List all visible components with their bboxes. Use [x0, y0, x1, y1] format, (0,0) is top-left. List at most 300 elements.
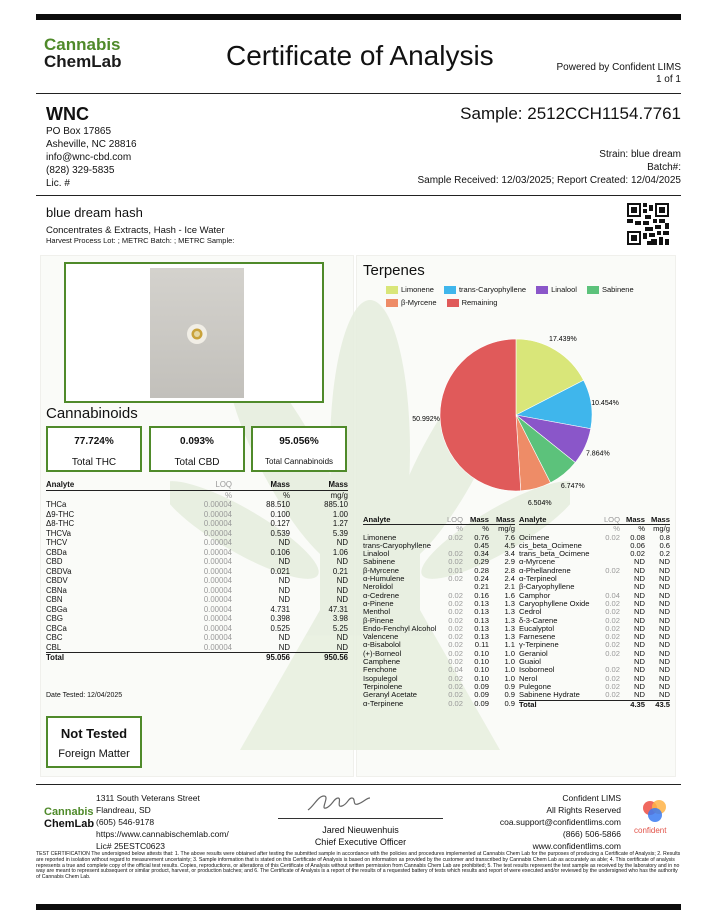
date-tested: Date Tested: 12/04/2025 — [46, 692, 123, 699]
mass-pct-cell: ND — [634, 648, 645, 658]
mass-pct-cell: ND — [634, 557, 645, 567]
legend-swatch — [444, 286, 456, 294]
confident-email[interactable]: coa.support@confidentlims.com — [499, 817, 621, 827]
mass-mg-cell: 0.6 — [659, 540, 670, 550]
loq-cell: 0.02 — [448, 657, 463, 667]
table-header-row — [363, 516, 515, 525]
mass-mg-cell: ND — [659, 607, 670, 617]
mass-pct-cell: 0.127 — [270, 519, 290, 528]
loq-cell: 0.00004 — [203, 500, 232, 509]
loq-cell: 0.02 — [448, 549, 463, 559]
loq-cell: 0.00004 — [203, 595, 232, 604]
pie-label: 50.992% — [412, 415, 440, 423]
mass-mg-cell: 4.5 — [504, 540, 515, 550]
mass-pct-cell: 0.06 — [630, 540, 645, 550]
test-certification: TEST CERTIFICATION The undersigned below attests that: 1. The above results were obtained after testing the submitted sample in accordance with the policies and procedures implemented at Cannabis Chem Lab for the purposes of producing a Certificate of Analysis; 2. Results are reported in isolation without regard to measurement uncertainty; 3. Sample information that is stated on this Certificate of Analysis is based on information as provided by the customer and transcribed by Cannabis Chem Lab as accurately as able; 4. This certificate of analysis represents a true and complete copy of the official test results. Copies, reproductions, or alterations of this Certificate of Analysis without written permission from Cannabis Chem Lab are prohibited; 5. The test results represent the test sample as received by the laboratory and in no way are meant to represent subsequent or similar product, harvest, or production batches; and 6. The Certificate of Analysis is a report of the results of a requested battery of tests which results and report of were executed and/or reviewed by the undersigned who has the authority of Cannabis Chem Lab. — [36, 851, 681, 881]
loq-cell: 0.00004 — [203, 623, 232, 633]
product-lot: Harvest Process Lot: ; METRC Batch: ; METRC Sample: — [46, 236, 235, 245]
legend-item — [536, 285, 577, 294]
table-row — [46, 567, 348, 577]
mass-mg-cell: ND — [336, 642, 348, 652]
analyte-cell: δ-3-Carene — [519, 615, 558, 625]
signature-line — [278, 818, 443, 819]
summary-value: 0.093% — [180, 436, 214, 447]
analyte-cell: Pulegone — [519, 681, 552, 691]
signature-icon — [300, 790, 380, 818]
mass-pct-cell: 0.13 — [474, 598, 489, 608]
mass-pct-cell: ND — [634, 590, 645, 600]
analyte-cell: α-Phellandrene — [519, 565, 571, 575]
analyte-cell: Fenchone — [363, 665, 397, 675]
mass-mg-cell: 1.3 — [504, 623, 515, 633]
legend-swatch — [386, 286, 398, 294]
mass-pct-cell: % — [638, 524, 645, 534]
analyte-cell: α-Terpineol — [519, 574, 557, 584]
mass-pct-cell: 0.539 — [270, 528, 290, 538]
analyte-cell: Valencene — [363, 632, 399, 642]
loq-cell — [597, 542, 620, 550]
loq-cell: 0.02 — [448, 574, 463, 584]
analyte-cell: Limonene — [363, 532, 397, 542]
logo-line2: ChemLab — [44, 52, 122, 71]
legend-label: trans-Caryophyllene — [458, 285, 527, 294]
analyte-cell: α-Myrcene — [519, 557, 556, 567]
loq-cell: 0.02 — [605, 690, 620, 700]
sample-id: Sample: 2512CCH1154.7761 — [460, 104, 681, 123]
mass-pct-cell: 0.13 — [474, 607, 489, 617]
loq-cell: 0.02 — [448, 698, 463, 708]
terpenes-table-left — [363, 516, 515, 708]
pie-label: 17.439% — [549, 336, 577, 344]
legend-item — [587, 285, 634, 294]
confident-logo-icon — [640, 799, 670, 825]
cannabinoids-table — [46, 480, 348, 663]
mass-mg-cell: mg/g — [330, 490, 348, 500]
mass-mg-cell: 1.3 — [504, 615, 515, 625]
pie-label: 7.864% — [585, 450, 610, 458]
mass-pct-cell: 95.056 — [232, 653, 290, 663]
analyte-cell: Camphene — [363, 657, 401, 667]
client-phone: (828) 329-5835 — [46, 165, 115, 176]
powered-text: Powered by Confident LIMS — [556, 62, 681, 73]
table-row — [46, 614, 348, 624]
loq-cell: 0.00004 — [203, 519, 232, 528]
table-row — [46, 538, 348, 548]
cannabinoids-title: Cannabinoids — [46, 405, 138, 422]
mass-pct-cell: 0.13 — [474, 623, 489, 633]
loq-cell: 0.02 — [605, 565, 620, 575]
analyte-cell: CBDV — [46, 576, 68, 585]
table-row — [363, 700, 515, 708]
legend-label: Sabinene — [601, 285, 634, 294]
powered-by — [556, 62, 681, 86]
analyte-cell: Endo-Fenchyl Alcohol — [363, 623, 437, 633]
mass-pct-cell: ND — [278, 642, 290, 652]
mass-pct-cell: 0.100 — [270, 509, 290, 519]
bottom-rule — [36, 904, 681, 910]
mass-mg-cell: 1.3 — [504, 598, 515, 608]
legend-swatch — [536, 286, 548, 294]
table-header-row — [519, 516, 670, 525]
loq-cell — [597, 575, 620, 583]
sample-meta — [417, 148, 681, 187]
summary-label: Total Cannabinoids — [264, 457, 334, 466]
mass-mg-cell: ND — [659, 640, 670, 650]
mass-mg-cell: ND — [659, 598, 670, 608]
page-number: 1 of 1 — [655, 74, 681, 85]
analyte-cell: Δ8-THC — [46, 519, 75, 528]
analyte-cell: β-Pinene — [363, 615, 394, 625]
mass-pct-cell: 0.21 — [474, 582, 489, 592]
mass-mg-cell: 1.00 — [332, 509, 348, 519]
lab-license: Lic# 25ESTC0623 — [96, 841, 165, 851]
loq-cell: 0.02 — [448, 607, 463, 617]
mass-mg-cell: ND — [659, 565, 670, 575]
client-address1: PO Box 17865 — [46, 126, 112, 137]
loq-cell: 0.04 — [448, 665, 463, 675]
mass-pct-cell: ND — [634, 574, 645, 584]
loq-cell: 0.02 — [605, 607, 620, 617]
loq-cell: 0.02 — [605, 623, 620, 633]
mass-mg-cell: 3.98 — [332, 614, 348, 623]
loq-cell: 0.00004 — [203, 585, 232, 595]
analyte-cell: Geraniol — [519, 648, 548, 658]
loq-cell: % — [225, 490, 232, 500]
mass-mg-cell: 1.0 — [504, 665, 515, 675]
mass-pct-cell: ND — [278, 585, 290, 595]
col-loq: LOQ — [597, 516, 620, 525]
sample-image-icon — [150, 268, 244, 398]
mass-pct-cell: 0.13 — [474, 632, 489, 642]
mass-mg-cell: 1.0 — [504, 648, 515, 658]
mass-mg-cell: 1.3 — [504, 607, 515, 617]
batch: Batch#: — [647, 162, 681, 173]
mass-mg-cell: mg/g — [498, 524, 515, 534]
terpene-pie-chart — [356, 320, 676, 510]
mass-pct-cell: ND — [634, 565, 645, 575]
mass-pct-cell: ND — [634, 582, 645, 592]
top-rule — [36, 14, 681, 20]
mass-pct-cell: 0.08 — [630, 532, 645, 542]
loq-cell: 0.00004 — [203, 528, 232, 538]
product-photo — [150, 268, 244, 398]
mass-pct-cell: 0.34 — [474, 549, 489, 559]
lab-address2: Flandreau, SD — [96, 805, 151, 815]
mass-mg-cell: ND — [659, 632, 670, 642]
summary-label: Total CBD — [174, 457, 220, 468]
mass-mg-cell: 1.6 — [504, 590, 515, 600]
analyte-cell: Terpinolene — [363, 681, 403, 691]
mass-mg-cell: 2.9 — [504, 557, 515, 567]
mass-pct-cell: ND — [634, 681, 645, 691]
col-analyte: Analyte — [363, 516, 439, 525]
analyte-cell: CBGa — [46, 604, 68, 614]
loq-cell: 0.01 — [448, 565, 463, 575]
analyte-cell: Farnesene — [519, 632, 556, 642]
signer — [278, 824, 443, 848]
loq-cell: 0.02 — [605, 673, 620, 683]
lab-url[interactable]: https://www.cannabischemlab.com/ — [96, 829, 229, 839]
mass-pct-cell: ND — [278, 595, 290, 604]
footer-logo-line1: Cannabis — [44, 806, 94, 818]
table-row — [46, 586, 348, 596]
legend-swatch — [587, 286, 599, 294]
mass-mg-cell: 2.1 — [504, 582, 515, 592]
mass-mg-cell: 1.06 — [332, 547, 348, 557]
loq-cell: 0.02 — [448, 532, 463, 542]
page-title: Certificate of Analysis — [226, 40, 494, 71]
analyte-cell: Linalool — [363, 549, 390, 559]
analyte-cell: α-Bisabolol — [363, 640, 401, 650]
lab-phone: (605) 546-9178 — [96, 817, 155, 827]
col-loq: LOQ — [439, 516, 463, 525]
mass-mg-cell: 885.10 — [324, 500, 348, 509]
mass-pct-cell: ND — [634, 657, 645, 667]
loq-cell: 0.02 — [448, 690, 463, 700]
terpenes-title: Terpenes — [363, 262, 425, 279]
footer-logo — [44, 806, 94, 830]
summary-label: Total THC — [71, 457, 117, 468]
pie-slice — [440, 339, 521, 491]
table-row — [46, 510, 348, 520]
confident-url[interactable]: www.confidentlims.com — [532, 841, 621, 851]
analyte-cell: α-Terpinene — [363, 698, 404, 708]
pie-label: 6.747% — [560, 482, 585, 490]
mass-pct-cell: ND — [634, 673, 645, 683]
legend-swatch — [386, 299, 398, 307]
not-tested-box — [46, 716, 142, 768]
col-mass-mg: Mass — [290, 480, 348, 490]
mass-mg-cell: 950.56 — [290, 653, 348, 663]
table-row — [46, 624, 348, 634]
loq-cell: 0.02 — [448, 590, 463, 600]
mass-mg-cell: 1.0 — [504, 657, 515, 667]
table-row — [46, 519, 348, 529]
loq-cell: 0.00004 — [203, 576, 232, 585]
table-row — [46, 529, 348, 539]
divider — [36, 784, 681, 785]
mass-pct-cell: 0.16 — [474, 590, 489, 600]
mass-mg-cell: ND — [659, 623, 670, 633]
col-mass-mg: Mass — [489, 516, 515, 525]
analyte-cell: CBCa — [46, 623, 67, 633]
footer-logo-line2: ChemLab — [44, 818, 95, 830]
mass-pct-cell: 88.510 — [266, 500, 290, 509]
lab-address1: 1311 South Veterans Street — [96, 793, 200, 803]
mass-mg-cell: ND — [336, 576, 348, 585]
analyte-cell: CBDa — [46, 547, 67, 557]
analyte-cell: CBDVa — [46, 566, 72, 576]
received-date: Sample Received: 12/03/2025; Report Created: 12/04/2025 — [417, 175, 681, 186]
col-mass-pct: Mass — [620, 516, 645, 525]
table-row — [519, 650, 670, 658]
col-analyte: Analyte — [519, 516, 597, 525]
mass-mg-cell: 0.9 — [504, 690, 515, 700]
logo — [44, 36, 121, 70]
total-cbd-box — [149, 426, 245, 472]
mass-mg-cell: 1.27 — [332, 519, 348, 528]
analyte-cell: Sabinene — [363, 557, 396, 567]
mass-mg-cell: ND — [336, 557, 348, 566]
mass-pct-cell: 0.10 — [474, 648, 489, 658]
mass-mg-cell: 47.31 — [328, 604, 348, 614]
loq-cell: 0.02 — [448, 623, 463, 633]
not-tested-label: Foreign Matter — [58, 748, 130, 760]
confident-rights: All Rights Reserved — [546, 805, 621, 815]
mass-mg-cell: 1.1 — [504, 640, 515, 650]
loq-cell: 0.02 — [448, 615, 463, 625]
mass-mg-cell: 7.6 — [504, 532, 515, 542]
total-cannabinoids-box — [251, 426, 347, 472]
analyte-cell: γ-Terpinene — [519, 640, 559, 650]
signer-name: Jared Nieuwenhuis — [322, 825, 399, 835]
analyte-cell: β-Myrcene — [363, 565, 400, 575]
mass-mg-cell: ND — [659, 665, 670, 675]
loq-cell: 0.02 — [448, 598, 463, 608]
mass-pct-cell: 0.24 — [474, 574, 489, 584]
analyte-cell: CBNa — [46, 585, 67, 595]
legend-item — [447, 298, 498, 307]
mass-pct-cell: ND — [634, 632, 645, 642]
mass-mg-cell: ND — [659, 574, 670, 584]
analyte-cell: Camphor — [519, 590, 551, 600]
loq-cell: 0.00004 — [203, 614, 232, 623]
mass-mg-cell: ND — [336, 595, 348, 604]
mass-pct-cell: 0.09 — [474, 690, 489, 700]
analyte-cell: α-Humulene — [363, 574, 405, 584]
table-row — [519, 600, 670, 608]
mass-pct-cell: % — [482, 524, 489, 534]
loq-cell: 0.00004 — [203, 604, 232, 614]
mass-pct-cell: ND — [278, 576, 290, 585]
col-mass-mg: Mass — [645, 516, 670, 525]
mass-mg-cell: 43.5 — [645, 700, 670, 709]
loq-cell: 0.02 — [605, 640, 620, 650]
mass-pct-cell: ND — [278, 633, 290, 642]
mass-mg-cell: ND — [659, 648, 670, 658]
loq-cell: 0.02 — [448, 681, 463, 691]
chart-legend — [386, 285, 676, 311]
analyte-cell: THCVa — [46, 528, 71, 538]
qr-code-icon — [627, 203, 669, 245]
legend-label: Remaining — [461, 298, 498, 307]
lab-address — [96, 792, 229, 852]
mass-pct-cell: 0.10 — [474, 665, 489, 675]
loq-cell: 0.02 — [605, 681, 620, 691]
analyte-cell — [46, 490, 156, 500]
client-email: info@wnc-cbd.com — [46, 152, 132, 163]
summary-value: 95.056% — [279, 436, 319, 447]
mass-mg-cell: 0.8 — [659, 532, 670, 542]
analyte-cell: Δ9-THC — [46, 509, 75, 519]
not-tested-title: Not Tested — [60, 726, 128, 741]
analyte-cell: Menthol — [363, 607, 391, 617]
mass-mg-cell: 2.8 — [504, 565, 515, 575]
col-analyte: Analyte — [46, 480, 156, 490]
mass-pct-cell: ND — [634, 640, 645, 650]
loq-cell: 0.00004 — [203, 557, 232, 566]
analyte-cell: CBL — [46, 642, 62, 652]
client-name: WNC — [46, 104, 89, 124]
legend-label: Limonene — [401, 285, 434, 294]
mass-pct-cell: 0.398 — [270, 614, 290, 623]
analyte-cell: (+)-Borneol — [363, 648, 402, 658]
confident-info — [500, 792, 621, 852]
mass-mg-cell: ND — [659, 590, 670, 600]
mass-mg-cell: ND — [336, 585, 348, 595]
mass-mg-cell: 2.4 — [504, 574, 515, 584]
loq-cell: 0.02 — [605, 598, 620, 608]
loq-cell: 0.02 — [605, 532, 620, 542]
mass-pct-cell: ND — [634, 615, 645, 625]
mass-pct-cell: ND — [278, 557, 290, 566]
terpenes-table-right — [519, 516, 670, 709]
confident-brand: confident — [634, 826, 667, 835]
loq-cell: 0.02 — [448, 557, 463, 567]
units-row — [46, 490, 348, 500]
analyte-cell: trans_beta_Ocimene — [519, 549, 590, 559]
mass-pct-cell: 4.35 — [620, 700, 645, 709]
mass-pct-cell: 0.02 — [630, 549, 645, 559]
analyte-cell: Nerolidol — [363, 582, 393, 592]
mass-mg-cell: 0.9 — [504, 681, 515, 691]
loq-cell: 0.00004 — [203, 509, 232, 519]
analyte-cell: Eucalyptol — [519, 623, 555, 633]
analyte-cell: Isopulegol — [363, 673, 398, 683]
divider — [36, 93, 681, 94]
analyte-cell: CBG — [46, 614, 63, 623]
table-row — [46, 605, 348, 615]
mass-pct-cell: 0.10 — [474, 673, 489, 683]
mass-mg-cell: ND — [659, 690, 670, 700]
mass-pct-cell: ND — [278, 538, 290, 547]
mass-mg-cell: 0.9 — [504, 698, 515, 708]
mass-mg-cell: 0.21 — [332, 566, 348, 576]
analyte-cell: trans-Caryophyllene — [363, 540, 431, 550]
mass-mg-cell: 1.3 — [504, 632, 515, 642]
summary-value: 77.724% — [74, 436, 114, 447]
mass-mg-cell: ND — [659, 673, 670, 683]
analyte-cell: Sabinene Hydrate — [519, 690, 580, 700]
analyte-cell: Total — [519, 700, 597, 709]
loq-cell: % — [456, 524, 463, 534]
analyte-cell: THCV — [46, 538, 68, 547]
col-loq: LOQ — [156, 480, 232, 490]
mass-mg-cell: ND — [659, 582, 670, 592]
loq-cell: % — [613, 524, 620, 534]
client-info — [46, 125, 137, 190]
loq-cell: 0.00004 — [203, 547, 232, 557]
table-row — [46, 595, 348, 605]
mass-mg-cell: ND — [336, 633, 348, 642]
analyte-cell: Ocimene — [519, 532, 550, 542]
loq-cell: 0.00004 — [203, 566, 232, 576]
analyte-cell: Caryophyllene Oxide — [519, 598, 590, 608]
mass-pct-cell: 0.09 — [474, 681, 489, 691]
legend-label: Linalool — [551, 285, 577, 294]
total-row — [519, 700, 670, 709]
table-row — [46, 633, 348, 643]
mass-pct-cell: 0.09 — [474, 698, 489, 708]
table-row — [46, 500, 348, 510]
loq-cell: 0.02 — [605, 665, 620, 675]
analyte-cell: Guaiol — [519, 657, 541, 667]
mass-pct-cell: 0.76 — [474, 532, 489, 542]
mass-pct-cell: ND — [634, 665, 645, 675]
loq-cell: 0.04 — [605, 590, 620, 600]
mass-mg-cell: 0.2 — [659, 549, 670, 559]
analyte-cell: CBD — [46, 557, 63, 566]
